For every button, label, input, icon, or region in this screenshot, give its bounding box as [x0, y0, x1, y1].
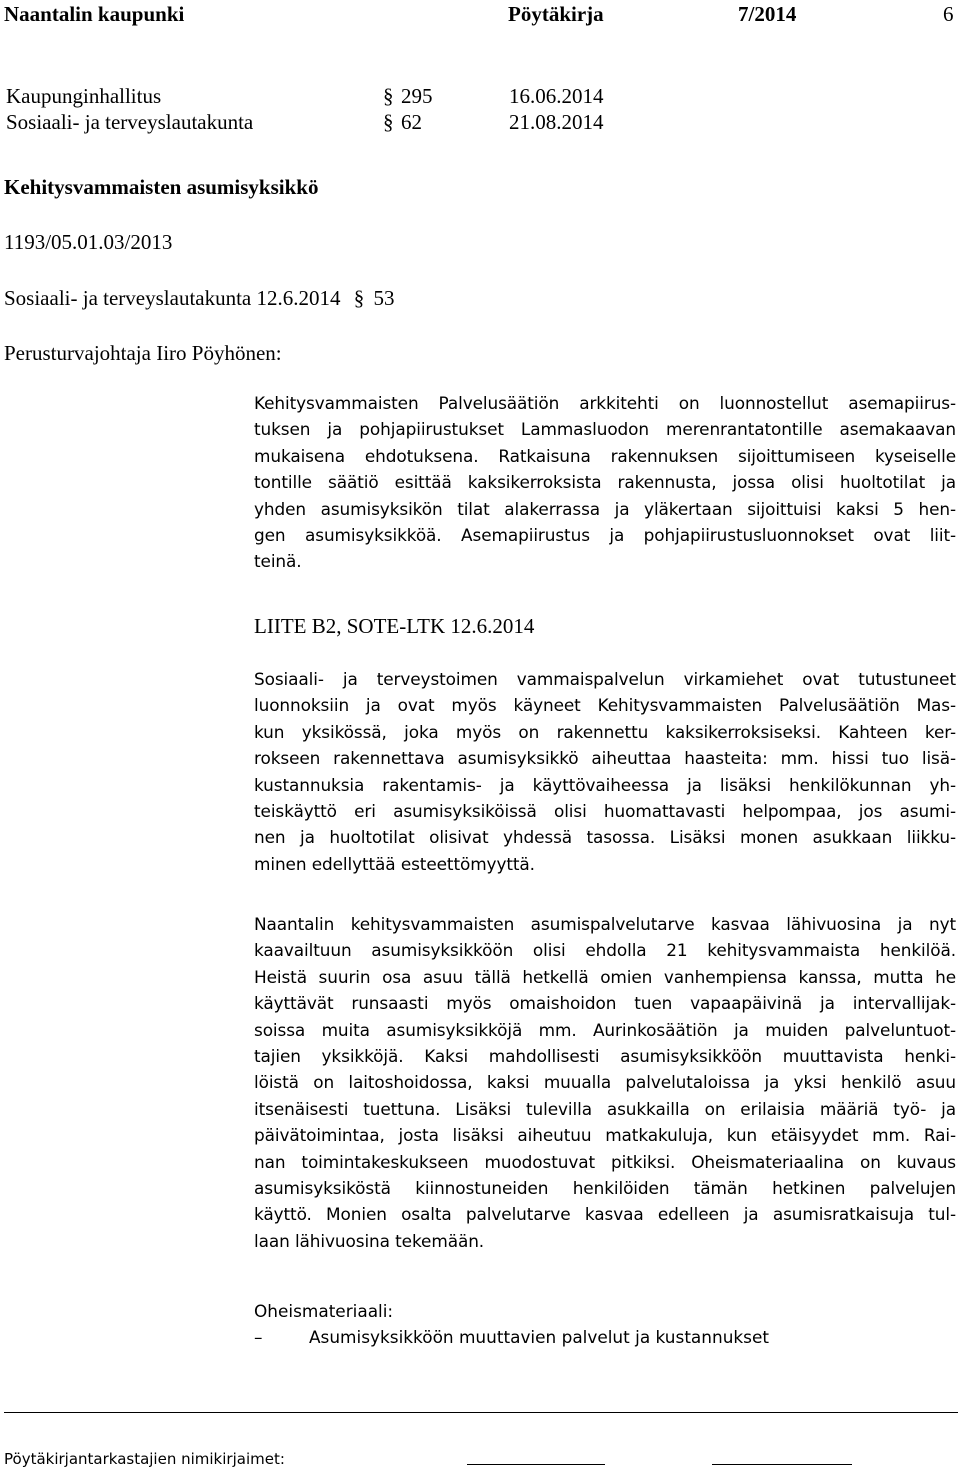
paragraph-line: mukaisena ehdotuksena. Ratkaisuna rakennuksen sijoittumiseen kyseiselle — [254, 445, 956, 466]
paragraph-line: laan lähivuosina tekemään. — [254, 1230, 485, 1251]
paragraph-line: teiskäyttö eri asumisyksiköissä olisi huomattavasti helpompaa, jos asumi- — [254, 801, 956, 822]
paragraph-line: tuksen ja pohjapiirustukset Lammasluodon merenrantatontille asemakaavan — [254, 419, 956, 440]
prior-meeting — [4, 286, 395, 310]
paragraph-line: tontille säätiö esittää kaksikerroksista rakennusta, jossa olisi huoltotilat ja — [254, 472, 956, 493]
paragraph-3 — [254, 911, 956, 1254]
meeting-body: Sosiaali- ja terveyslautakunta — [6, 110, 254, 134]
paragraph-line: teinä. — [254, 551, 302, 572]
paragraph-line: käyttö. Monien osalta palvelutarve kasvaa edelleen ja asumisratkaisuja tul- — [254, 1204, 956, 1225]
paragraph-line: Kehitysvammaisten Palvelusäätiön arkkitehti on luonnostellut asemapiirus- — [254, 393, 956, 413]
presenter: Perusturvajohtaja Iiro Pöyhönen: — [4, 341, 282, 365]
meeting-date: 21.08.2014 — [509, 110, 604, 134]
paragraph-line: soissa muita asumisyksikköjä mm. Aurinkosäätiön ja muiden palveluntuot- — [254, 1019, 956, 1040]
supplementary-item: Asumisyksikköön muuttavien palvelut ja kustannukset — [309, 1327, 769, 1347]
organization-name: Naantalin kaupunki — [4, 2, 185, 26]
paragraph-1 — [254, 390, 956, 575]
section-symbol: § — [383, 84, 394, 108]
meeting-body: Kaupunginhallitus — [6, 84, 162, 108]
paragraph-line: löistä on laitoshoidossa, kaksi muualla palvelutaloissa ja yksi henkilö asuu — [254, 1072, 956, 1093]
document-title: Kehitysvammaisten asumisyksikkö — [4, 175, 319, 199]
signatures-label: Pöytäkirjantarkastajien nimikirjaimet: — [4, 1450, 285, 1468]
meeting-section-number: 62 — [401, 110, 422, 134]
prior-meeting-section-number: 53 — [373, 286, 395, 310]
supplementary-label: Oheismateriaali: — [254, 1301, 394, 1321]
attachment-reference: LIITE B2, SOTE-LTK 12.6.2014 — [254, 614, 535, 638]
paragraph-line: itsenäisesti tuettuna. Lisäksi tulevilla asukkailla on erilaisia määriä työ- ja — [254, 1098, 956, 1119]
paragraph-line: kun yksikössä, joka myös on rakennettu kaksikerroksiseksi. Kahteen ker- — [254, 721, 956, 742]
document-type: Pöytäkirja — [508, 2, 604, 26]
page-number: 6 — [943, 2, 954, 26]
reference-number: 1193/05.01.03/2013 — [4, 230, 173, 254]
paragraph-line: tajien yksikköjä. Kaksi mahdollisesti asumisyksikköön muuttavista henki- — [254, 1046, 956, 1067]
footer-divider — [4, 1412, 958, 1413]
paragraph-line: minen edellyttää esteettömyyttä. — [254, 853, 535, 874]
section-symbol: § — [383, 110, 394, 134]
paragraph-line: Naantalin kehitysvammaisten asumispalvelutarve kasvaa lähivuosina ja nyt — [254, 914, 956, 934]
signature-line[interactable] — [712, 1464, 852, 1465]
paragraph-line: Heistä suurin osa asuu tällä hetkellä omien vanhempiensa kanssa, mutta he — [254, 966, 956, 987]
meeting-section-number: 295 — [401, 84, 433, 108]
paragraph-line: gen asumisyksikköä. Asemapiirustus ja pohjapiirustusluonnokset ovat liit- — [254, 525, 956, 546]
paragraph-line: nen ja huoltotilat olisivat yhdessä tasossa. Lisäksi monen asukkaan liikku- — [254, 827, 956, 848]
meeting-date: 16.06.2014 — [509, 84, 604, 108]
paragraph-line: yhden asumisyksikön tilat alakerrassa ja yläkertaan sijoittuisi kaksi 5 hen- — [254, 498, 956, 519]
paragraph-line: rokseen rakennettava asumisyksikkö aiheuttaa haasteita: mm. hissi tuo lisä- — [254, 748, 956, 769]
paragraph-line: kaavailtuun asumisyksikköön olisi ehdolla 21 kehitysvammaista henkilöä. — [254, 940, 956, 961]
paragraph-line: nan toimintakeskukseen muodostuvat pitkiksi. Oheismateriaalina on kuvaus — [254, 1151, 956, 1172]
paragraph-2 — [254, 666, 956, 877]
prior-meeting-text: Sosiaali- ja terveyslautakunta 12.6.2014 — [4, 286, 341, 310]
paragraph-line: asumisyksiköstä kiinnostuneiden henkilöiden tämän hetkinen palvelujen — [254, 1178, 956, 1199]
paragraph-line: kustannuksia rakentamis- ja käyttövaiheessa ja lisäksi henkilökunnan yh- — [254, 774, 956, 795]
supplementary-bullet: – — [254, 1327, 263, 1347]
section-symbol: § — [353, 286, 365, 310]
paragraph-line: luonnoksiin ja ovat myös käyneet Kehitysvammaisten Palvelusäätiön Mas- — [254, 695, 956, 716]
paragraph-line: Sosiaali- ja terveystoimen vammaispalvelun virkamiehet ovat tutustuneet — [254, 669, 956, 689]
paragraph-line: käyttävät runsaasti myös omaishoidon tuen vapaapäivinä ja intervallijak- — [254, 993, 956, 1014]
issue-number: 7/2014 — [738, 2, 797, 26]
paragraph-line: päivätoimintaa, josta lisäksi aiheutuu matkakuluja, kun etäisyydet mm. Rai- — [254, 1125, 956, 1146]
signature-line[interactable] — [467, 1464, 605, 1465]
